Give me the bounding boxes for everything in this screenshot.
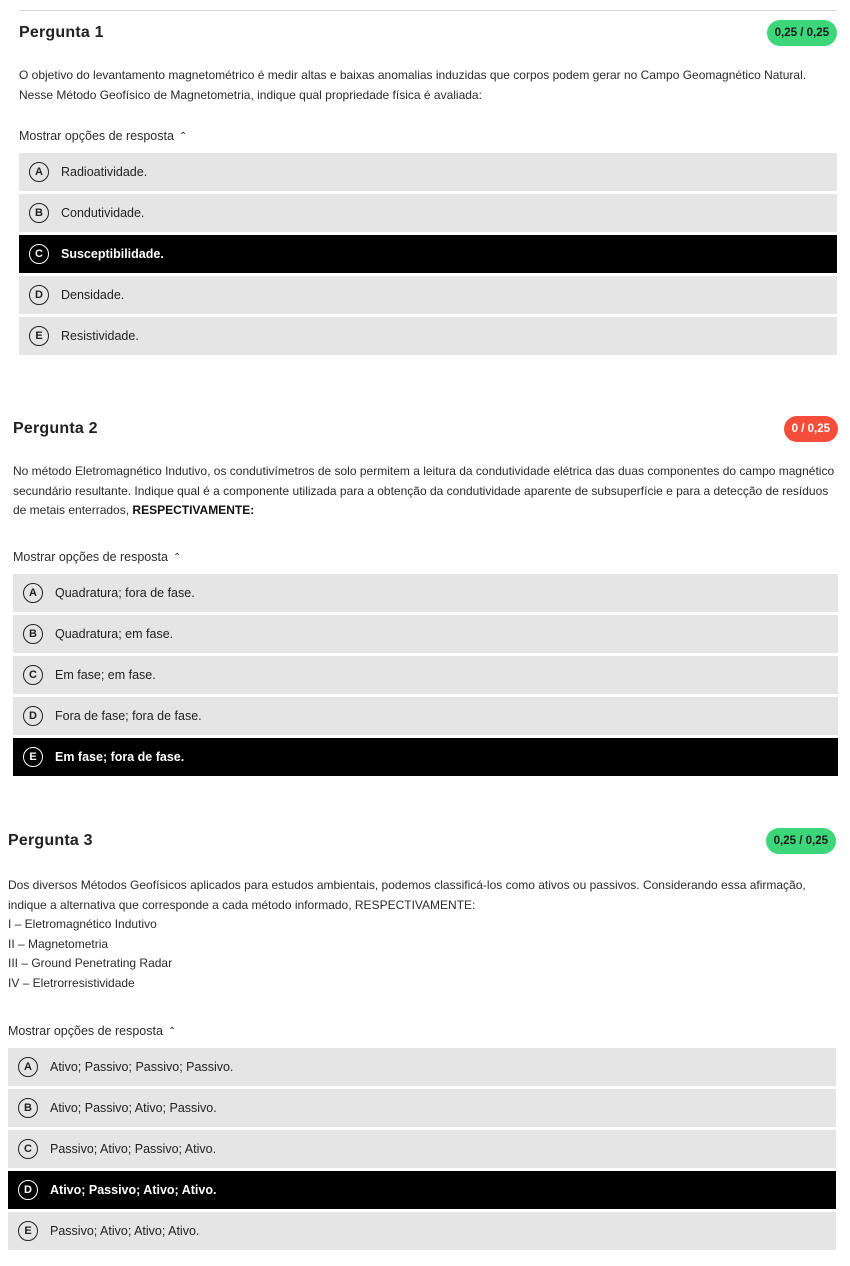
method-item-2: II – Magnetometria xyxy=(8,936,109,951)
option-label: Em fase; fora de fase. xyxy=(55,749,185,764)
option-label: Em fase; em fase. xyxy=(55,667,156,682)
option-label: Fora de fase; fora de fase. xyxy=(55,708,202,723)
option-letter: C xyxy=(18,1139,38,1159)
option-letter: A xyxy=(29,162,49,182)
option-label: Ativo; Passivo; Ativo; Ativo. xyxy=(50,1183,217,1197)
option-letter: B xyxy=(23,624,43,644)
option-label: Quadratura; fora de fase. xyxy=(55,585,195,600)
option-label: Densidade. xyxy=(61,288,125,302)
option-label: Ativo; Passivo; Passivo; Passivo. xyxy=(50,1060,234,1074)
option-label: Susceptibilidade. xyxy=(61,247,164,261)
chevron-up-icon: ⌃ xyxy=(178,131,188,142)
question-text: O objetivo do levantamento magnetométrico é medir altas e baixas anomalias induzidas que corpos podem gerar no Campo Geomagnético Natural. Nesse Método Geofísico de Magnetometria, indique qual propriedade física é avaliada: xyxy=(19,68,807,102)
chevron-up-icon: ⌃ xyxy=(167,1026,177,1037)
option-d[interactable] xyxy=(19,276,837,314)
question-text-emphasis: RESPECTIVAMENTE: xyxy=(132,503,255,517)
option-label: Passivo; Ativo; Ativo; Ativo. xyxy=(50,1224,200,1238)
option-letter: A xyxy=(18,1057,38,1077)
question-text xyxy=(8,876,836,993)
question-text-body: No método Eletromagnético Indutivo, os condutivímetros de solo permitem a leitura da condutividade elétrica das duas componentes do campo magnético secundário resultante. Indique qual é a componente utilizada para a obtenção da condutividade aparente de subsuperfície e para a detecção de resíduos de metais enterrados, xyxy=(13,464,835,517)
score-badge: 0,25 / 0,25 xyxy=(766,828,836,854)
option-e[interactable] xyxy=(8,1212,836,1250)
show-options-toggle[interactable] xyxy=(19,128,837,144)
option-letter: B xyxy=(18,1098,38,1118)
top-divider xyxy=(19,10,837,11)
option-letter: A xyxy=(23,583,43,603)
question-header xyxy=(19,20,837,50)
option-letter: E xyxy=(23,747,43,767)
answer-options xyxy=(13,574,838,776)
question-1 xyxy=(19,20,837,358)
chevron-up-icon: ⌃ xyxy=(172,551,182,563)
option-label: Passivo; Ativo; Passivo; Ativo. xyxy=(50,1142,217,1156)
option-letter: E xyxy=(29,326,49,346)
method-item-1: I – Eletromagnético Indutivo xyxy=(8,917,157,931)
option-e-selected[interactable] xyxy=(13,738,838,776)
option-d-selected[interactable] xyxy=(8,1171,836,1209)
option-letter: C xyxy=(29,244,49,264)
option-letter: C xyxy=(23,665,43,685)
question-title: Pergunta 3 xyxy=(8,832,93,849)
question-header xyxy=(13,416,838,446)
toggle-label: Mostrar opções de resposta xyxy=(19,129,174,143)
option-d[interactable] xyxy=(13,697,838,735)
question-header xyxy=(8,828,836,858)
method-item-3: III – Ground Penetrating Radar xyxy=(8,956,173,970)
option-label: Radioatividade. xyxy=(61,165,148,179)
score-badge: 0,25 / 0,25 xyxy=(767,20,837,46)
option-b[interactable] xyxy=(8,1089,836,1127)
score-badge: 0 / 0,25 xyxy=(784,416,838,442)
question-title: Pergunta 1 xyxy=(19,24,104,41)
question-3 xyxy=(8,828,836,1253)
option-label: Quadratura; em fase. xyxy=(55,626,174,641)
option-letter: D xyxy=(23,706,43,726)
option-b[interactable] xyxy=(13,615,838,653)
question-text-body: Dos diversos Métodos Geofísicos aplicados para estudos ambientais, podemos classificá-los como ativos ou passivos. Considerando essa afirmação, indique a alternativa que corresponde a cada método informado, RESPECTIVAMENTE: xyxy=(8,878,806,912)
option-b[interactable] xyxy=(19,194,837,232)
option-letter: E xyxy=(18,1221,38,1241)
option-c-selected[interactable] xyxy=(19,235,837,273)
question-text xyxy=(13,462,838,521)
method-item-4: IV – Eletrorresistividade xyxy=(8,975,135,990)
show-options-toggle[interactable] xyxy=(13,549,838,565)
option-a[interactable] xyxy=(8,1048,836,1086)
option-a[interactable] xyxy=(19,153,837,191)
option-letter: B xyxy=(29,203,49,223)
option-c[interactable] xyxy=(8,1130,836,1168)
option-label: Resistividade. xyxy=(61,329,139,343)
answer-options xyxy=(8,1048,836,1250)
question-2 xyxy=(13,416,838,779)
option-e[interactable] xyxy=(19,317,837,355)
toggle-label: Mostrar opções de resposta xyxy=(8,1024,163,1038)
show-options-toggle[interactable] xyxy=(8,1023,836,1039)
option-letter: D xyxy=(29,285,49,305)
toggle-label: Mostrar opções de resposta xyxy=(13,549,168,564)
option-c[interactable] xyxy=(13,656,838,694)
option-a[interactable] xyxy=(13,574,838,612)
option-letter: D xyxy=(18,1180,38,1200)
option-label: Ativo; Passivo; Ativo; Passivo. xyxy=(50,1101,217,1115)
option-label: Condutividade. xyxy=(61,206,145,220)
question-title: Pergunta 2 xyxy=(13,420,98,437)
answer-options xyxy=(19,153,837,355)
